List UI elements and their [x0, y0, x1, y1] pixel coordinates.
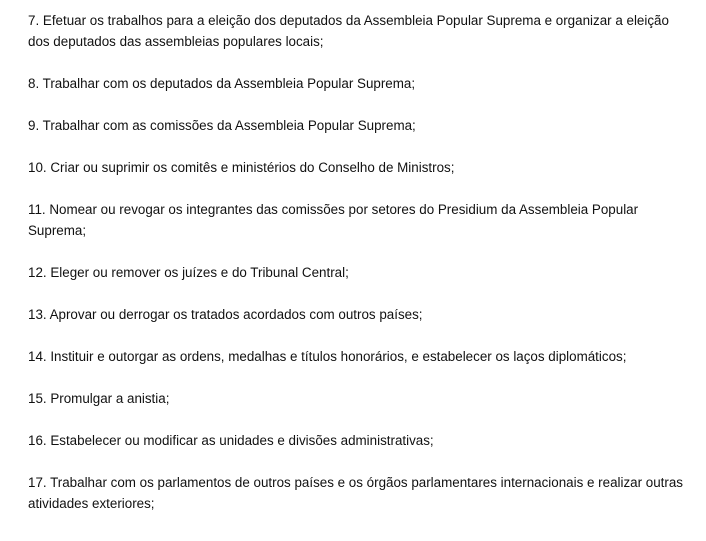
- list-item-12: 12. Eleger ou remover os juízes e do Tribunal Central;: [28, 265, 349, 280]
- list-item-13: 13. Aprovar ou derrogar os tratados acordados com outros países;: [28, 307, 423, 322]
- list-item-14: 14. Instituir e outorgar as ordens, medalhas e títulos honorários, e estabelecer os laços diplomáticos;: [28, 349, 627, 364]
- list-item-8: 8. Trabalhar com os deputados da Assembleia Popular Suprema;: [28, 76, 416, 91]
- list-item-16: 16. Estabelecer ou modificar as unidades e divisões administrativas;: [28, 433, 434, 448]
- list-item-9: 9. Trabalhar com as comissões da Assembleia Popular Suprema;: [28, 118, 416, 133]
- list-item-7: 7. Efetuar os trabalhos para a eleição dos deputados da Assembleia Popular Suprema e organizar a eleição dos deputados das assembleias populares locais;: [28, 13, 669, 49]
- list-item-15: 15. Promulgar a anistia;: [28, 391, 170, 406]
- list-item-10: 10. Criar ou suprimir os comitês e ministérios do Conselho de Ministros;: [28, 160, 455, 175]
- list-item-17: 17. Trabalhar com os parlamentos de outros países e os órgãos parlamentares internacionais e realizar outras atividades exteriores;: [28, 475, 684, 511]
- list-item-11: 11. Nomear ou revogar os integrantes das comissões por setores do Presidium da Assembleia Popular Suprema;: [28, 202, 639, 238]
